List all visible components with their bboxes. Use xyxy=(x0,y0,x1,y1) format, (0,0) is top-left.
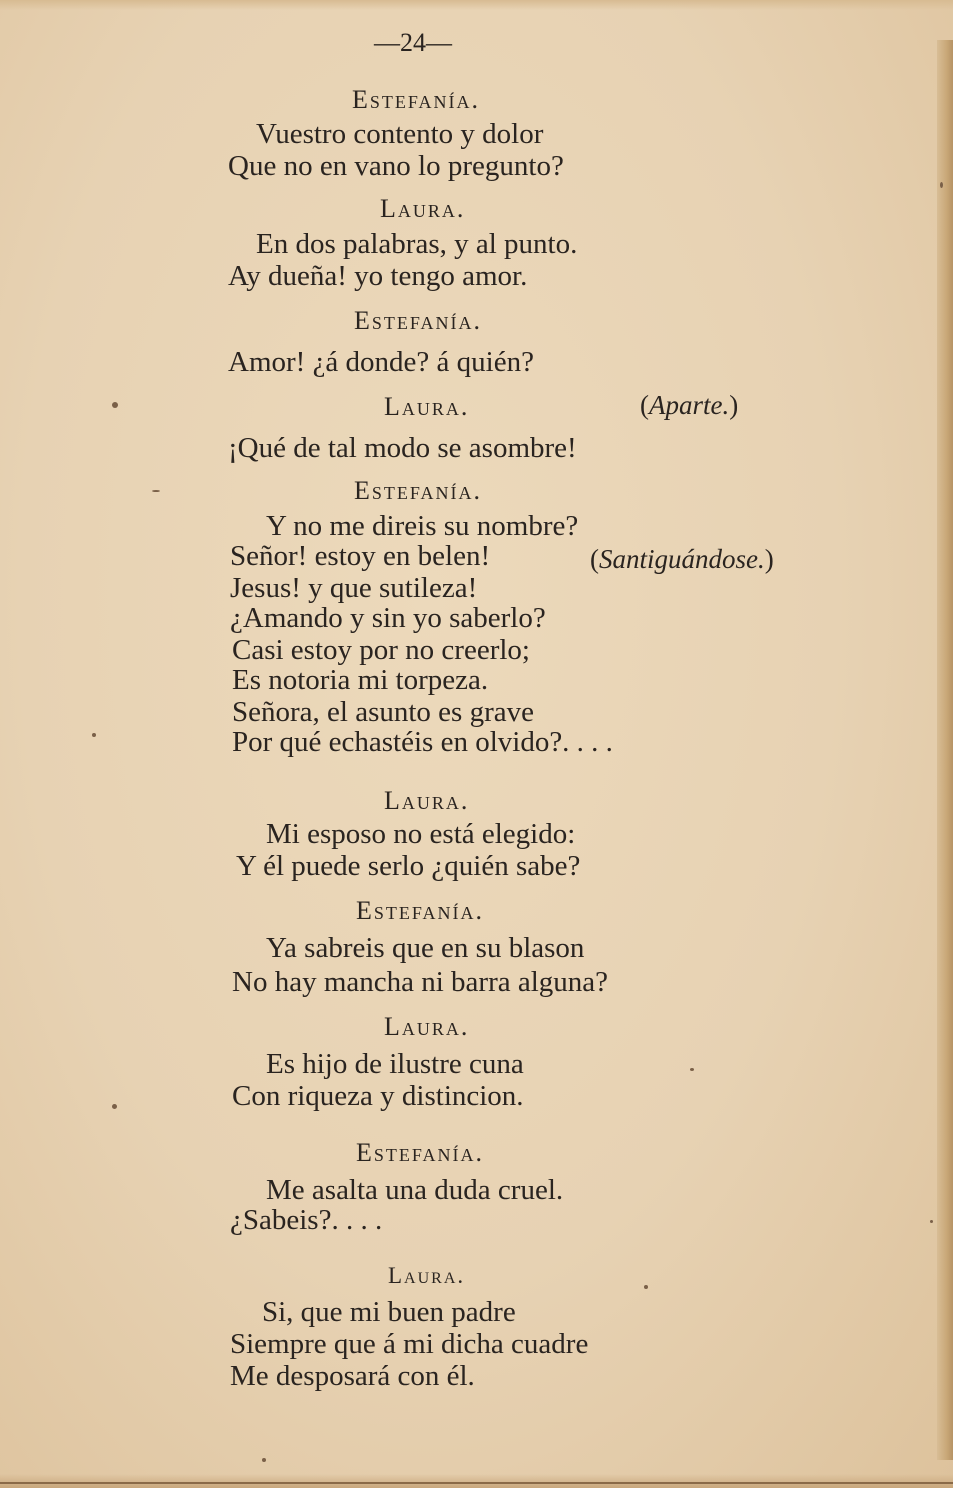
verse-line: Me desposará con él. xyxy=(230,1360,475,1392)
verse-line: Vuestro contento y dolor xyxy=(256,118,544,150)
speaker-label-estefania: Estefanía. xyxy=(356,896,485,925)
paper-speck xyxy=(92,733,96,737)
verse-line: Me asalta una duda cruel. xyxy=(266,1174,564,1206)
verse-line: En dos palabras, y al punto. xyxy=(256,228,578,260)
verse-line: Ay dueña! yo tengo amor. xyxy=(228,260,528,292)
speaker-label-estefania: Estefanía. xyxy=(354,476,483,505)
paper-speck xyxy=(112,1104,117,1109)
stage-direction-text: Santiguándose. xyxy=(599,544,765,574)
paper-speck xyxy=(940,182,943,188)
stage-direction-text: Aparte. xyxy=(649,390,730,420)
paper-speck xyxy=(112,402,118,408)
verse-line: Por qué echastéis en olvido?. . . . xyxy=(232,726,613,758)
verse-line: Amor! ¿á donde? á quién? xyxy=(228,346,534,378)
paper-speck xyxy=(262,1458,266,1462)
verse-line: Con riqueza y distincion. xyxy=(232,1080,524,1112)
page-top-edge xyxy=(0,0,953,10)
paper-speck xyxy=(690,1068,694,1071)
verse-line: Si, que mi buen padre xyxy=(262,1296,516,1328)
speaker-label-laura: Laura. xyxy=(384,1012,470,1041)
verse-line: Es hijo de ilustre cuna xyxy=(266,1048,524,1080)
verse-line: Es notoria mi torpeza. xyxy=(232,664,489,696)
verse-line: Y no me direis su nombre? xyxy=(266,510,579,542)
verse-line: ¿Amando y sin yo saberlo? xyxy=(230,602,546,634)
stage-direction: (Aparte.) xyxy=(640,390,739,420)
verse-line: No hay mancha ni barra alguna? xyxy=(232,966,609,998)
speaker-label-estefania: Estefanía. xyxy=(354,306,483,335)
verse-line: Que no en vano lo pregunto? xyxy=(228,150,564,182)
verse-line: Señora, el asunto es grave xyxy=(232,696,534,728)
verse-line: Siempre que á mi dicha cuadre xyxy=(230,1328,589,1360)
verse-line: Ya sabreis que en su blason xyxy=(266,932,585,964)
verse-line: Señor! estoy en belen! xyxy=(230,540,491,572)
speaker-label-laura: Laura. xyxy=(388,1263,466,1288)
stage-direction: (Santiguándose.) xyxy=(590,544,774,574)
paper-speck xyxy=(152,490,160,492)
speaker-label-laura: Laura. xyxy=(380,194,466,223)
page-bottom-edge xyxy=(0,1474,953,1488)
verse-line: ¿Sabeis?. . . . xyxy=(230,1204,383,1236)
verse-line: Y él puede serlo ¿quién sabe? xyxy=(236,850,581,882)
speaker-label-estefania: Estefanía. xyxy=(352,85,481,114)
paper-speck xyxy=(930,1220,933,1223)
page-number: —24— xyxy=(374,28,452,57)
verse-line: Casi estoy por no creerlo; xyxy=(232,634,530,666)
verse-line: ¡Qué de tal modo se asombre! xyxy=(228,432,577,464)
page-right-edge xyxy=(937,40,953,1460)
speaker-label-laura: Laura. xyxy=(384,392,470,421)
speaker-label-estefania: Estefanía. xyxy=(356,1138,485,1167)
verse-line: Jesus! y que sutileza! xyxy=(230,572,478,604)
verse-line: Mi esposo no está elegido: xyxy=(266,818,576,850)
speaker-label-laura: Laura. xyxy=(384,786,470,815)
paper-speck xyxy=(644,1285,648,1289)
page-bottom-rule xyxy=(0,1482,953,1484)
